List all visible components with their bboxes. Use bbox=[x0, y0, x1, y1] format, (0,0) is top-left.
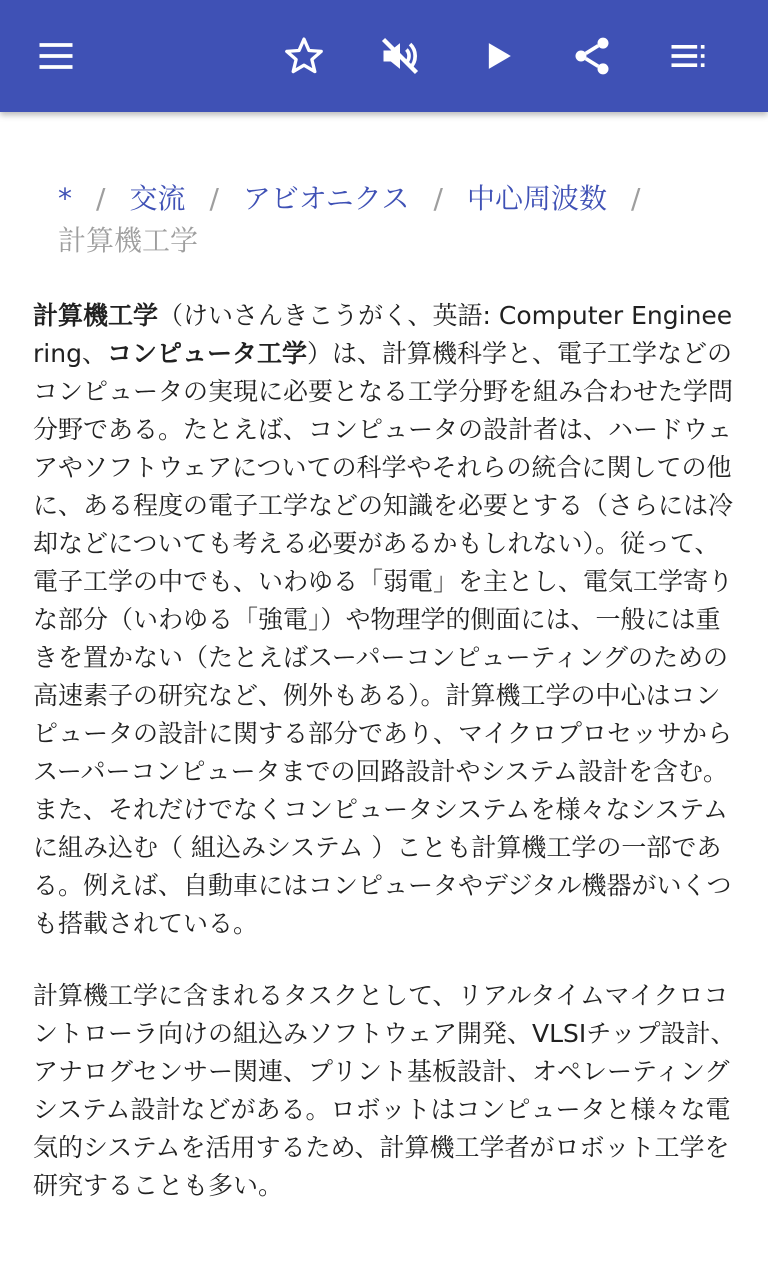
article-text: ）は、計算機科学と、電子工学などのコンピュータの実現に必要となる工学分野を組み合わせた学問分野である。たとえば、コンピュータの設計者は、ハードウェアやソフトウェアについての科学やそれらの統合に関しての他に、ある程度の電子工学などの知識を必要とする（さらには冷却などについても考える必要があるかもしれない）。従って、電子工学の中でも、いわゆる「弱電」を主とし、電気工学寄りな部分（いわゆる「強電」）や物理学的側面には、一般には重きを置かない（たとえばスーパーコンピューティングのための高速素子の研究など、例外もある）。計算機工学の中心はコンピュータの設計に関する部分であり、マイクロプロセッサからスーパーコンピュータまでの回路設計やシステム設計を含む。また、それだけでなくコンピュータシステムを様々なシステムに組み込む（ 組込みシステム ）ことも計算機工学の一部である。例えば、自動車にはコンピュータやデジタル機器がいくつも搭載されている。 bbox=[33, 339, 734, 938]
app-bar bbox=[0, 0, 768, 112]
breadcrumb-current-page: 計算機工学 bbox=[58, 224, 199, 257]
breadcrumb-separator: / bbox=[630, 182, 641, 215]
breadcrumb-item-center-frequency[interactable]: 中心周波数 bbox=[466, 182, 607, 215]
article-paragraph-2: 計算機工学に含まれるタスクとして、リアルタイムマイクロコントローラ向けの組込みソフトウェア開発、VLSIチップ設計、アナログセンサー関連、プリント基板設計、オペレーティングシステム設計などがある。ロボットはコンピュータと様々な電気的システムを活用するため、計算機工学者がロボット工学を研究することも多い。 bbox=[33, 981, 736, 1200]
share-button[interactable] bbox=[560, 24, 624, 88]
list-icon bbox=[666, 34, 710, 78]
play-button[interactable] bbox=[466, 24, 530, 88]
article-body bbox=[33, 297, 739, 1239]
article-term: 計算機工学 bbox=[33, 301, 159, 330]
article-paragraph-1 bbox=[33, 297, 739, 943]
play-icon bbox=[476, 34, 520, 78]
share-icon bbox=[570, 34, 614, 78]
mute-button[interactable] bbox=[368, 24, 432, 88]
breadcrumb-item-avionics[interactable]: アビオニクス bbox=[242, 182, 410, 215]
breadcrumb-item-ac[interactable]: 交流 bbox=[129, 182, 186, 215]
menu-icon bbox=[34, 34, 78, 78]
breadcrumb bbox=[58, 178, 738, 262]
table-of-contents-button[interactable] bbox=[656, 24, 720, 88]
breadcrumb-item-root[interactable]: * bbox=[58, 182, 72, 215]
breadcrumb-separator: / bbox=[433, 182, 443, 215]
breadcrumb-separator: / bbox=[209, 182, 219, 215]
article-alt-term: コンピュータ工学 bbox=[106, 339, 307, 368]
breadcrumb-separator: / bbox=[96, 182, 106, 215]
article-text: （けいさんきこうがく、英語: Computer Engineering、 bbox=[33, 301, 733, 368]
menu-button[interactable] bbox=[24, 24, 88, 88]
star-outline-icon bbox=[282, 34, 326, 78]
volume-off-icon bbox=[378, 34, 422, 78]
favorite-button[interactable] bbox=[272, 24, 336, 88]
